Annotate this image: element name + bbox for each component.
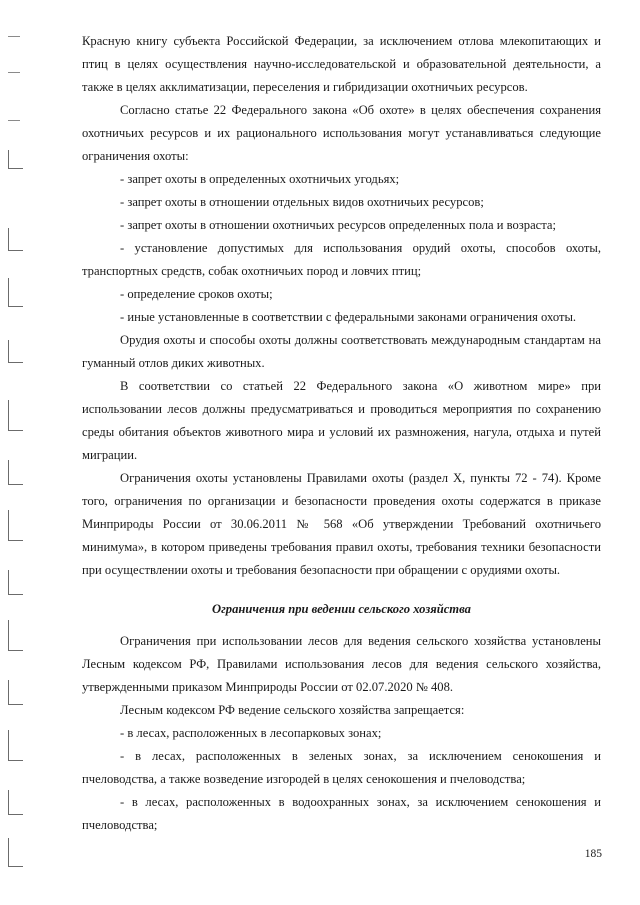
paragraph: Согласно статье 22 Федерального закона «Об охоте» в целях обеспечения сохранения охотничьих ресурсов и их рационального использования могут устанавливаться следующие ограничения охоты:	[82, 103, 601, 163]
margin-dash	[8, 120, 20, 121]
paragraph: В соответствии со статьей 22 Федерального закона «О животном мире» при использовании лесов должны предусматриваться и проводиться мероприятия по сохранению среды обитания объектов животного мира и условий их размножения, нагула, отдыха и путей миграции.	[82, 379, 601, 462]
agriculture-restrictions-section	[82, 630, 601, 837]
margin-bracket	[8, 730, 23, 761]
hunting-restrictions-section	[82, 30, 601, 582]
margin-bracket	[8, 340, 23, 363]
margin-bracket	[8, 680, 23, 705]
binding-margin-marks	[0, 0, 30, 905]
list-item: - в лесах, расположенных в водоохранных зонах, за исключением сенокошения и пчеловодства;	[82, 795, 601, 832]
page-number: 185	[584, 848, 602, 860]
margin-bracket	[8, 570, 23, 595]
list-item: - в лесах, расположенных в лесопарковых зонах;	[120, 726, 382, 740]
paragraph: Ограничения охоты установлены Правилами охоты (раздел X, пункты 72 - 74). Кроме того, ограничения по организации и безопасности проведения охоты содержатся в приказе Минприроды России от 30.06.2011 № 568 «Об утверждении Требований охотничьего минимума», в котором приведены требования правил охоты, требования техники безопасности при осуществлении охоты и требования безопасности при обращении с орудиями охоты.	[82, 471, 601, 577]
margin-bracket	[8, 278, 23, 307]
margin-dash	[8, 36, 20, 37]
paragraph: Красную книгу субъекта Российской Федерации, за исключением отлова млекопитающих и птиц в целях осуществления научно-исследовательской и образовательной деятельности, а также в целях акклиматизации, переселения и гибридизации охотничьих ресурсов.	[82, 34, 601, 94]
paragraph: Лесным кодексом РФ ведение сельского хозяйства запрещается:	[120, 703, 465, 717]
list-item: - иные установленные в соответствии с федеральными законами ограничения охоты.	[120, 310, 577, 324]
section-heading: Ограничения при ведении сельского хозяйства	[212, 602, 471, 616]
list-item: - запрет охоты в определенных охотничьих угодьях;	[120, 172, 400, 186]
margin-bracket	[8, 400, 23, 431]
list-item: - в лесах, расположенных в зеленых зонах, за исключением сенокошения и пчеловодства, а также возведение изгородей в целях сенокошения и пчеловодства;	[82, 749, 601, 786]
margin-bracket	[8, 838, 23, 867]
list-item: - запрет охоты в отношении отдельных видов охотничьих ресурсов;	[120, 195, 484, 209]
margin-bracket	[8, 150, 23, 169]
margin-dash	[8, 72, 20, 73]
list-item: - запрет охоты в отношении охотничьих ресурсов определенных пола и возраста;	[120, 218, 557, 232]
margin-bracket	[8, 228, 23, 251]
document-page	[82, 30, 601, 837]
paragraph: Орудия охоты и способы охоты должны соответствовать международным стандартам на гуманный отлов диких животных.	[82, 333, 601, 370]
margin-bracket	[8, 510, 23, 541]
list-item: - установление допустимых для использования орудий охоты, способов охоты, транспортных средств, собак охотничьих пород и ловчих птиц;	[82, 241, 601, 278]
margin-bracket	[8, 790, 23, 815]
list-item: - определение сроков охоты;	[120, 287, 273, 301]
margin-bracket	[8, 620, 23, 651]
margin-bracket	[8, 460, 23, 485]
paragraph: Ограничения при использовании лесов для ведения сельского хозяйства установлены Лесным кодексом РФ, Правилами использования лесов для ведения сельского хозяйства, утвержденными приказом Минприроды России от 02.07.2020 № 408.	[82, 634, 601, 694]
